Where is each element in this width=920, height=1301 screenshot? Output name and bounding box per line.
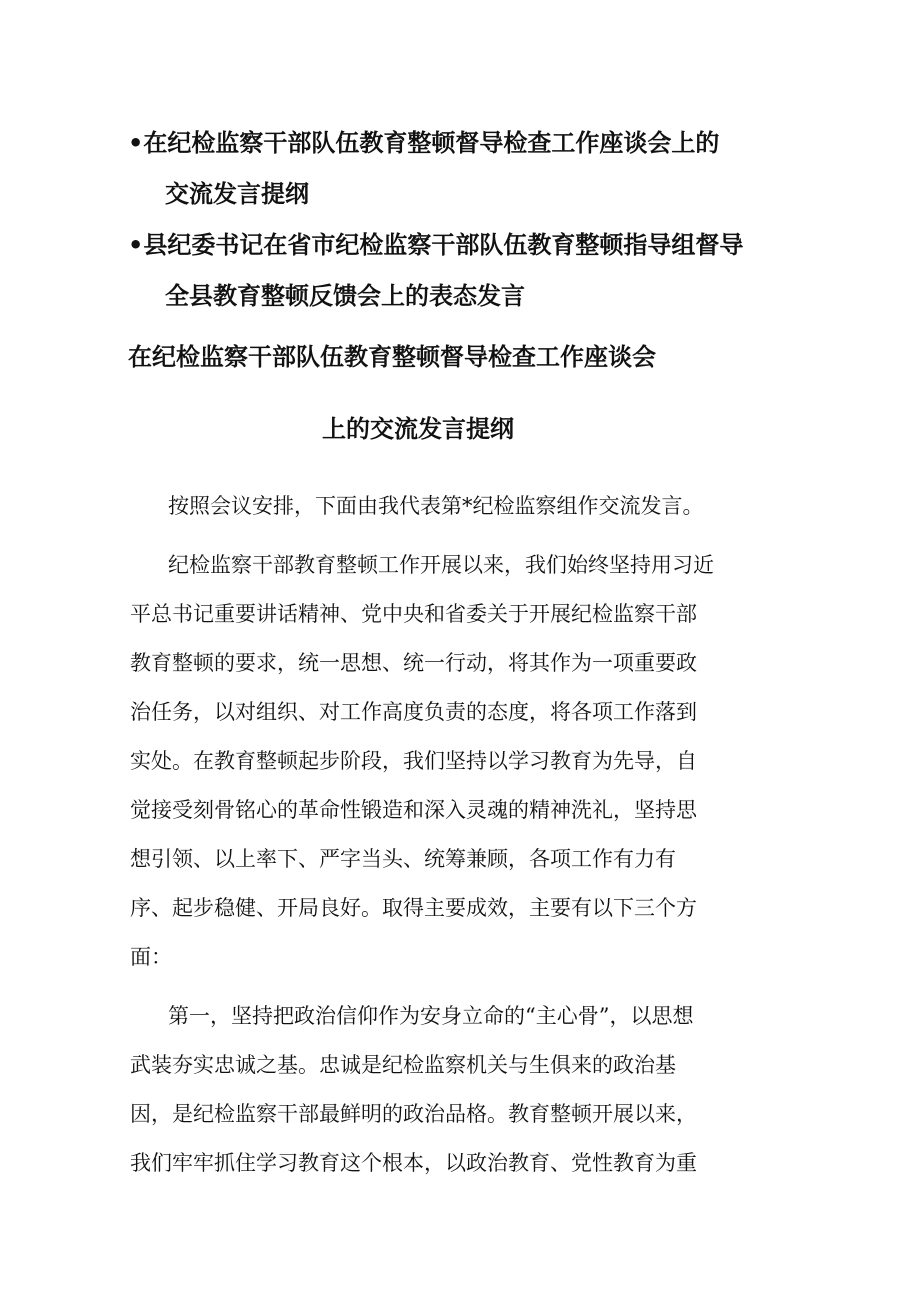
document-title-line: 上的交流发言提纲	[322, 415, 514, 443]
paragraph-line: 纪检监察干部教育整顿工作开展以来，我们始终坚持用习近	[168, 553, 714, 577]
document-title	[128, 333, 768, 453]
toc-item[interactable]	[128, 118, 808, 220]
paragraph-line: 按照会议安排，下面由我代表第*纪检监察组作交流发言。	[168, 494, 704, 518]
paragraph-line: 教育整顿的要求，统一思想、统一行动，将其作为一项重要政	[130, 651, 697, 675]
paragraph	[130, 541, 780, 982]
paragraph	[130, 482, 780, 531]
document-title-line: 在纪检监察干部队伍教育整顿督导检查工作座谈会	[128, 343, 656, 371]
toc-item-line: 全县教育整顿反馈会上的表态发言	[165, 282, 525, 310]
paragraph-line: 面：	[130, 945, 172, 969]
paragraph-line: 想引领、以上率下、严字当头、统筹兼顾，各项工作有力有	[130, 847, 676, 871]
paragraph-line: 觉接受刻骨铭心的革命性锻造和深入灵魂的精神洗礼，坚持思	[130, 798, 697, 822]
table-of-contents	[128, 118, 808, 322]
paragraph-line: 第一，坚持把政治信仰作为安身立命的“主心骨”，以思想	[168, 1004, 694, 1028]
paragraph-line: 平总书记重要讲话精神、党中央和省委关于开展纪检监察干部	[130, 602, 697, 626]
toc-item-line: •在纪检监察干部队伍教育整顿督导检查工作座谈会上的	[128, 129, 720, 157]
paragraph-line: 我们牢牢抓住学习教育这个根本，以政治教育、党性教育为重	[130, 1151, 697, 1175]
paragraph-line: 武装夯实忠诚之基。忠诚是纪检监察机关与生俱来的政治基	[130, 1053, 676, 1077]
document-body	[130, 482, 780, 1188]
paragraph-line: 实处。在教育整顿起步阶段，我们坚持以学习教育为先导，自	[130, 749, 697, 773]
paragraph	[130, 992, 780, 1188]
paragraph-line: 序、起步稳健、开局良好。取得主要成效，主要有以下三个方	[130, 896, 697, 920]
paragraph-line: 治任务，以对组织、对工作高度负责的态度，将各项工作落到	[130, 700, 697, 724]
paragraph-line: 因，是纪检监察干部最鲜明的政治品格。教育整顿开展以来，	[130, 1102, 697, 1126]
toc-item[interactable]	[128, 220, 808, 322]
toc-item-line: 交流发言提纲	[165, 180, 309, 208]
toc-item-line: •县纪委书记在省市纪检监察干部队伍教育整顿指导组督导	[128, 231, 744, 259]
